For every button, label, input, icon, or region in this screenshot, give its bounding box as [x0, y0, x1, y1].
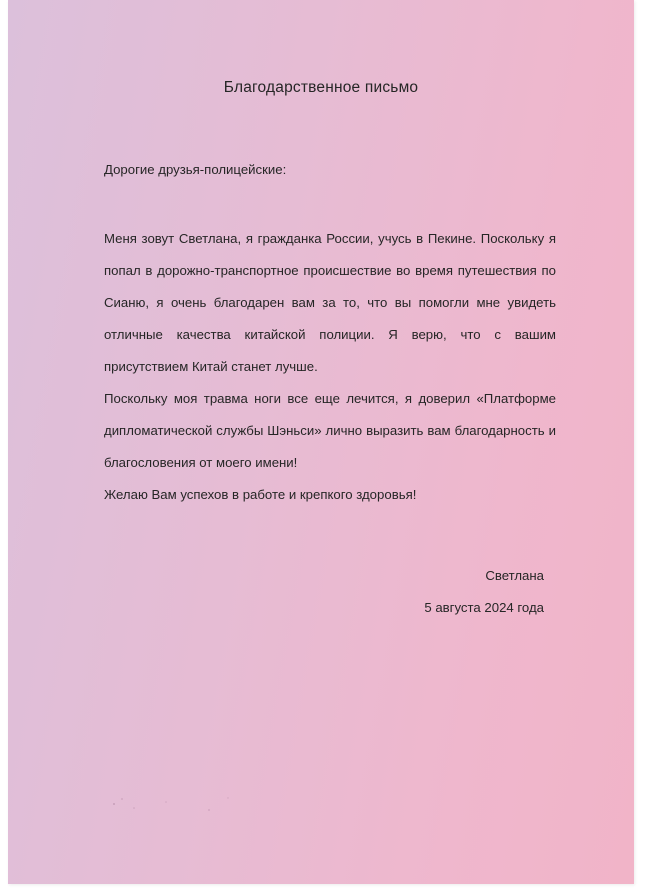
body-paragraph-intro: Меня зовут Светлана, я гражданка России, учусь в Пекине. Поскольку я попал в дорожно-транспортное происшествие во время путешествия по Сианю, я очень благодарен вам за то, что вы помогли мне увидеть отличные качества китайской полиции. Я верю, что с вашим присутствием Китай станет лучше.: [104, 231, 556, 374]
letter-page: [8, 0, 634, 884]
letter-greeting: Дорогие друзья-полицейские:: [104, 162, 287, 177]
body-paragraph-wishes: Желаю Вам успехов в работе и крепкого здоровья!: [104, 487, 417, 502]
signature-date: 5 августа 2024 года: [424, 600, 544, 615]
scan-speckles: [104, 790, 244, 820]
letter-signature: [308, 560, 544, 624]
signature-name: Светлана: [485, 568, 544, 583]
letter-title: Благодарственное письмо: [223, 79, 419, 96]
body-paragraph-platform: Поскольку моя травма ноги все еще лечится, я доверил «Платформе дипломатической службы Шэньси» лично выразить вам благодарность и благословения от моего имени!: [104, 391, 556, 470]
letter-body: [104, 223, 556, 511]
